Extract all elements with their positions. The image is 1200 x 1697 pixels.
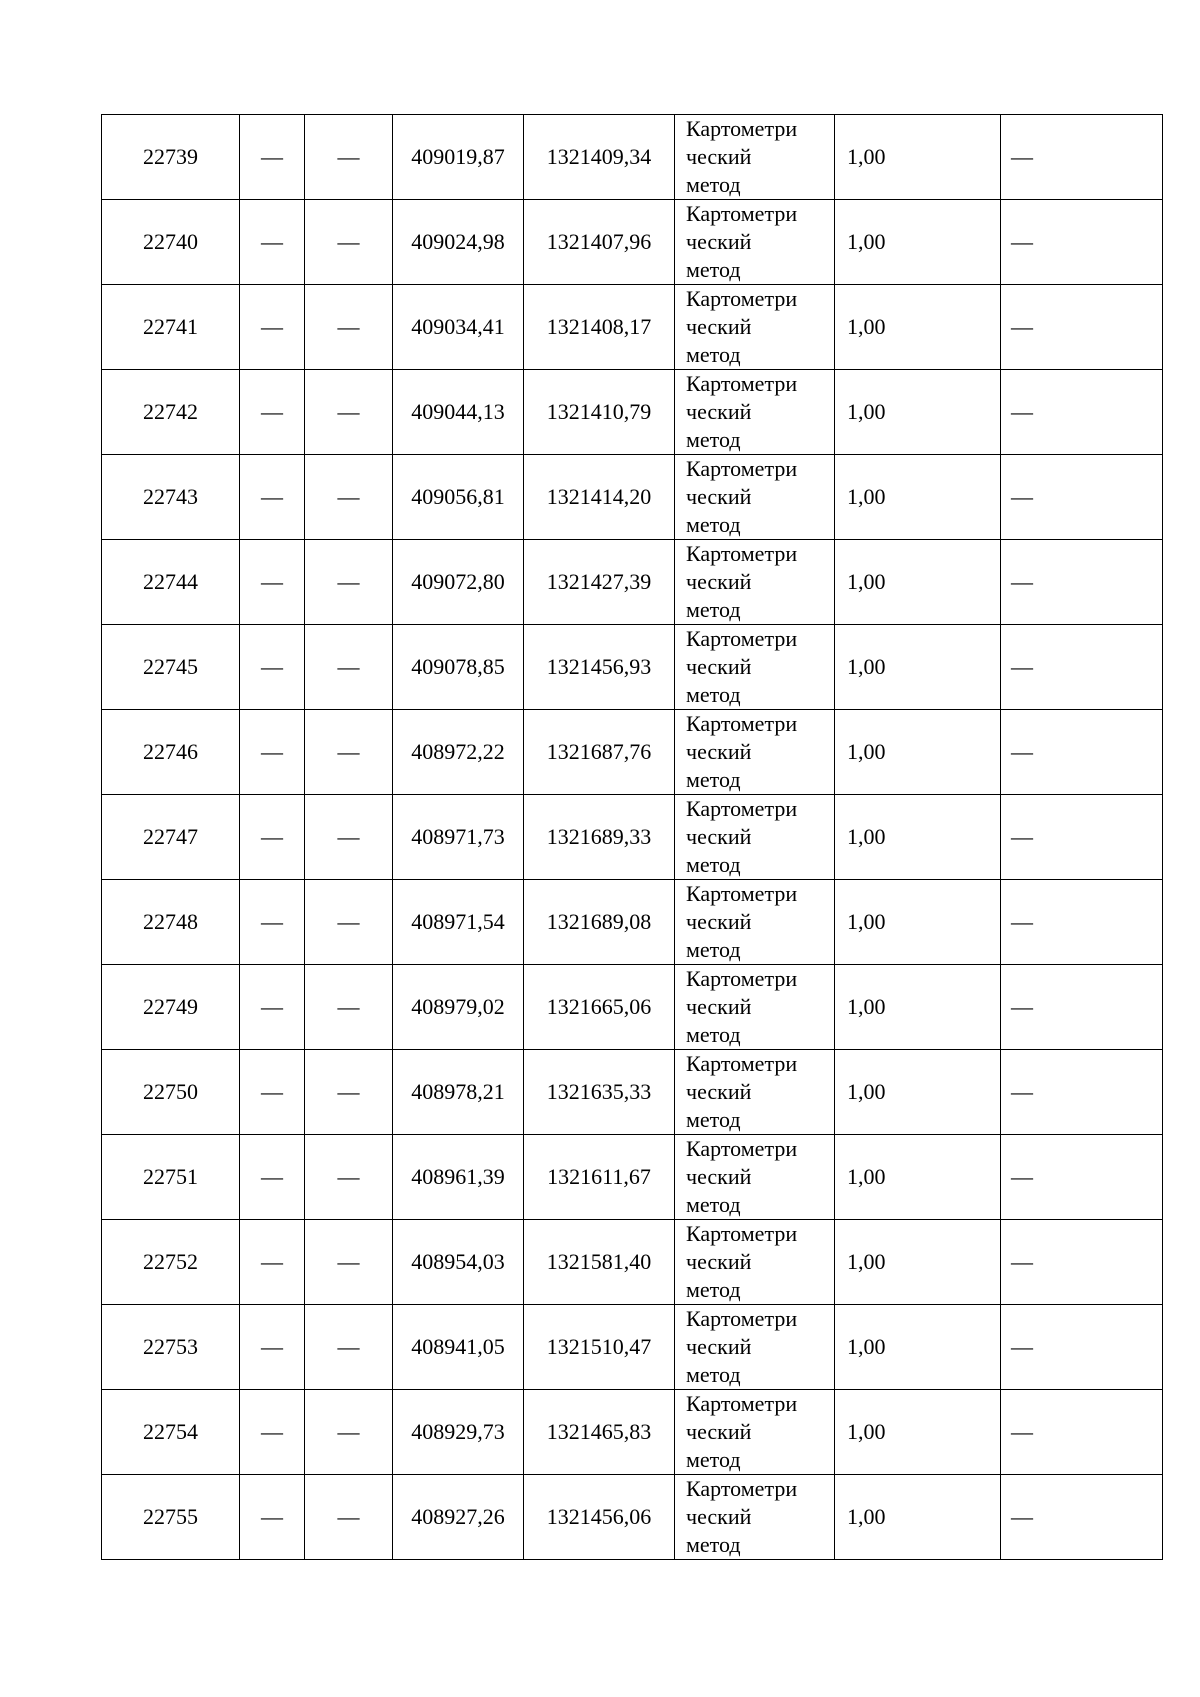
dash-cell: —	[240, 795, 305, 880]
method-line: метод	[686, 257, 741, 282]
accuracy-cell: 1,00	[835, 710, 1001, 795]
y-coordinate-cell: 1321456,06	[524, 1475, 675, 1560]
table-body	[102, 115, 1163, 1560]
x-coordinate-cell: 408929,73	[393, 1390, 524, 1475]
x-coordinate-cell: 408961,39	[393, 1135, 524, 1220]
method-cell	[675, 540, 835, 625]
accuracy-cell: 1,00	[835, 1305, 1001, 1390]
dash-cell: —	[1001, 1390, 1163, 1475]
table-row	[102, 1390, 1163, 1475]
table-row	[102, 625, 1163, 710]
dash-cell: —	[240, 455, 305, 540]
method-cell	[675, 200, 835, 285]
accuracy-cell: 1,00	[835, 370, 1001, 455]
dash-cell: —	[305, 795, 393, 880]
method-line: Картометри	[686, 626, 798, 651]
method-line: Картометри	[686, 1051, 798, 1076]
dash-cell: —	[305, 370, 393, 455]
accuracy-cell: 1,00	[835, 1475, 1001, 1560]
dash-cell: —	[305, 625, 393, 710]
table-row	[102, 965, 1163, 1050]
dash-cell: —	[1001, 370, 1163, 455]
method-cell	[675, 625, 835, 710]
dash-cell: —	[1001, 965, 1163, 1050]
accuracy-cell: 1,00	[835, 965, 1001, 1050]
dash-cell: —	[1001, 115, 1163, 200]
x-coordinate-cell: 409024,98	[393, 200, 524, 285]
method-line: Картометри	[686, 711, 798, 736]
method-cell	[675, 1475, 835, 1560]
method-line: ческий	[686, 654, 752, 679]
dash-cell: —	[240, 115, 305, 200]
dash-cell: —	[1001, 285, 1163, 370]
x-coordinate-cell: 408971,54	[393, 880, 524, 965]
coordinates-table	[101, 114, 1163, 1560]
method-line: Картометри	[686, 1221, 798, 1246]
method-line: Картометри	[686, 116, 798, 141]
method-line: метод	[686, 1447, 741, 1472]
method-line: ческий	[686, 399, 752, 424]
dash-cell: —	[1001, 710, 1163, 795]
method-line: Картометри	[686, 201, 798, 226]
dash-cell: —	[305, 1475, 393, 1560]
method-line: Картометри	[686, 1476, 798, 1501]
method-line: метод	[686, 1362, 741, 1387]
method-line: Картометри	[686, 966, 798, 991]
method-line: ческий	[686, 1504, 752, 1529]
point-number-cell: 22747	[102, 795, 240, 880]
y-coordinate-cell: 1321687,76	[524, 710, 675, 795]
accuracy-cell: 1,00	[835, 200, 1001, 285]
point-number-cell: 22750	[102, 1050, 240, 1135]
table-row	[102, 115, 1163, 200]
dash-cell: —	[240, 285, 305, 370]
method-cell	[675, 710, 835, 795]
method-line: Картометри	[686, 1391, 798, 1416]
y-coordinate-cell: 1321407,96	[524, 200, 675, 285]
x-coordinate-cell: 409019,87	[393, 115, 524, 200]
y-coordinate-cell: 1321465,83	[524, 1390, 675, 1475]
method-line: метод	[686, 767, 741, 792]
method-line: метод	[686, 1192, 741, 1217]
method-line: ческий	[686, 909, 752, 934]
accuracy-cell: 1,00	[835, 625, 1001, 710]
method-line: Картометри	[686, 1136, 798, 1161]
dash-cell: —	[305, 540, 393, 625]
method-line: ческий	[686, 229, 752, 254]
dash-cell: —	[1001, 795, 1163, 880]
method-cell	[675, 880, 835, 965]
y-coordinate-cell: 1321456,93	[524, 625, 675, 710]
method-line: Картометри	[686, 456, 798, 481]
dash-cell: —	[1001, 1135, 1163, 1220]
point-number-cell: 22745	[102, 625, 240, 710]
method-line: метод	[686, 1022, 741, 1047]
dash-cell: —	[305, 1390, 393, 1475]
dash-cell: —	[305, 710, 393, 795]
point-number-cell: 22739	[102, 115, 240, 200]
dash-cell: —	[305, 455, 393, 540]
dash-cell: —	[240, 880, 305, 965]
method-line: метод	[686, 512, 741, 537]
point-number-cell: 22749	[102, 965, 240, 1050]
point-number-cell: 22740	[102, 200, 240, 285]
point-number-cell: 22743	[102, 455, 240, 540]
dash-cell: —	[305, 880, 393, 965]
table-row	[102, 880, 1163, 965]
x-coordinate-cell: 409078,85	[393, 625, 524, 710]
method-line: ческий	[686, 1249, 752, 1274]
method-line: Картометри	[686, 1306, 798, 1331]
y-coordinate-cell: 1321689,33	[524, 795, 675, 880]
x-coordinate-cell: 408972,22	[393, 710, 524, 795]
dash-cell: —	[240, 200, 305, 285]
dash-cell: —	[240, 1050, 305, 1135]
table-row	[102, 795, 1163, 880]
accuracy-cell: 1,00	[835, 540, 1001, 625]
dash-cell: —	[240, 370, 305, 455]
method-line: ческий	[686, 824, 752, 849]
x-coordinate-cell: 408971,73	[393, 795, 524, 880]
method-line: метод	[686, 172, 741, 197]
x-coordinate-cell: 408941,05	[393, 1305, 524, 1390]
x-coordinate-cell: 409072,80	[393, 540, 524, 625]
method-cell	[675, 1305, 835, 1390]
point-number-cell: 22752	[102, 1220, 240, 1305]
point-number-cell: 22751	[102, 1135, 240, 1220]
dash-cell: —	[1001, 1475, 1163, 1560]
table-row	[102, 1050, 1163, 1135]
method-cell	[675, 1220, 835, 1305]
dash-cell: —	[305, 115, 393, 200]
table-row	[102, 1135, 1163, 1220]
table-row	[102, 1220, 1163, 1305]
accuracy-cell: 1,00	[835, 455, 1001, 540]
point-number-cell: 22755	[102, 1475, 240, 1560]
method-line: Картометри	[686, 881, 798, 906]
table-row	[102, 1475, 1163, 1560]
method-line: Картометри	[686, 371, 798, 396]
x-coordinate-cell: 409056,81	[393, 455, 524, 540]
y-coordinate-cell: 1321665,06	[524, 965, 675, 1050]
accuracy-cell: 1,00	[835, 795, 1001, 880]
accuracy-cell: 1,00	[835, 115, 1001, 200]
method-line: метод	[686, 427, 741, 452]
method-line: ческий	[686, 484, 752, 509]
dash-cell: —	[1001, 200, 1163, 285]
dash-cell: —	[240, 540, 305, 625]
accuracy-cell: 1,00	[835, 1390, 1001, 1475]
dash-cell: —	[1001, 1220, 1163, 1305]
y-coordinate-cell: 1321689,08	[524, 880, 675, 965]
method-cell	[675, 1390, 835, 1475]
dash-cell: —	[1001, 540, 1163, 625]
y-coordinate-cell: 1321510,47	[524, 1305, 675, 1390]
y-coordinate-cell: 1321427,39	[524, 540, 675, 625]
method-line: ческий	[686, 994, 752, 1019]
method-line: Картометри	[686, 286, 798, 311]
dash-cell: —	[305, 200, 393, 285]
dash-cell: —	[305, 965, 393, 1050]
method-line: метод	[686, 852, 741, 877]
method-line: ческий	[686, 739, 752, 764]
method-line: ческий	[686, 569, 752, 594]
method-cell	[675, 1050, 835, 1135]
dash-cell: —	[240, 710, 305, 795]
method-line: метод	[686, 1107, 741, 1132]
dash-cell: —	[305, 1220, 393, 1305]
method-line: Картометри	[686, 541, 798, 566]
dash-cell: —	[1001, 880, 1163, 965]
method-cell	[675, 965, 835, 1050]
dash-cell: —	[305, 285, 393, 370]
method-line: ческий	[686, 1164, 752, 1189]
dash-cell: —	[240, 1390, 305, 1475]
point-number-cell: 22741	[102, 285, 240, 370]
accuracy-cell: 1,00	[835, 880, 1001, 965]
dash-cell: —	[240, 965, 305, 1050]
dash-cell: —	[1001, 1050, 1163, 1135]
point-number-cell: 22744	[102, 540, 240, 625]
method-line: метод	[686, 937, 741, 962]
method-line: ческий	[686, 1334, 752, 1359]
method-line: Картометри	[686, 796, 798, 821]
y-coordinate-cell: 1321409,34	[524, 115, 675, 200]
y-coordinate-cell: 1321414,20	[524, 455, 675, 540]
method-cell	[675, 1135, 835, 1220]
method-line: ческий	[686, 144, 752, 169]
x-coordinate-cell: 408954,03	[393, 1220, 524, 1305]
x-coordinate-cell: 408979,02	[393, 965, 524, 1050]
method-line: метод	[686, 342, 741, 367]
table-row	[102, 285, 1163, 370]
table-row	[102, 710, 1163, 795]
method-cell	[675, 115, 835, 200]
point-number-cell: 22753	[102, 1305, 240, 1390]
x-coordinate-cell: 408978,21	[393, 1050, 524, 1135]
method-line: метод	[686, 1532, 741, 1557]
table-row	[102, 540, 1163, 625]
method-line: ческий	[686, 1419, 752, 1444]
method-line: метод	[686, 682, 741, 707]
point-number-cell: 22742	[102, 370, 240, 455]
dash-cell: —	[1001, 625, 1163, 710]
dash-cell: —	[240, 1475, 305, 1560]
accuracy-cell: 1,00	[835, 1050, 1001, 1135]
method-cell	[675, 455, 835, 540]
table-row	[102, 455, 1163, 540]
method-cell	[675, 285, 835, 370]
x-coordinate-cell: 409044,13	[393, 370, 524, 455]
dash-cell: —	[240, 1305, 305, 1390]
dash-cell: —	[305, 1305, 393, 1390]
dash-cell: —	[240, 625, 305, 710]
method-cell	[675, 795, 835, 880]
x-coordinate-cell: 408927,26	[393, 1475, 524, 1560]
dash-cell: —	[305, 1135, 393, 1220]
point-number-cell: 22748	[102, 880, 240, 965]
accuracy-cell: 1,00	[835, 285, 1001, 370]
accuracy-cell: 1,00	[835, 1220, 1001, 1305]
dash-cell: —	[1001, 455, 1163, 540]
dash-cell: —	[305, 1050, 393, 1135]
y-coordinate-cell: 1321611,67	[524, 1135, 675, 1220]
y-coordinate-cell: 1321410,79	[524, 370, 675, 455]
point-number-cell: 22754	[102, 1390, 240, 1475]
table-row	[102, 370, 1163, 455]
y-coordinate-cell: 1321635,33	[524, 1050, 675, 1135]
method-line: ческий	[686, 1079, 752, 1104]
x-coordinate-cell: 409034,41	[393, 285, 524, 370]
method-line: метод	[686, 1277, 741, 1302]
y-coordinate-cell: 1321408,17	[524, 285, 675, 370]
dash-cell: —	[1001, 1305, 1163, 1390]
table-row	[102, 1305, 1163, 1390]
table-row	[102, 200, 1163, 285]
method-line: метод	[686, 597, 741, 622]
point-number-cell: 22746	[102, 710, 240, 795]
dash-cell: —	[240, 1220, 305, 1305]
dash-cell: —	[240, 1135, 305, 1220]
accuracy-cell: 1,00	[835, 1135, 1001, 1220]
method-line: ческий	[686, 314, 752, 339]
method-cell	[675, 370, 835, 455]
y-coordinate-cell: 1321581,40	[524, 1220, 675, 1305]
